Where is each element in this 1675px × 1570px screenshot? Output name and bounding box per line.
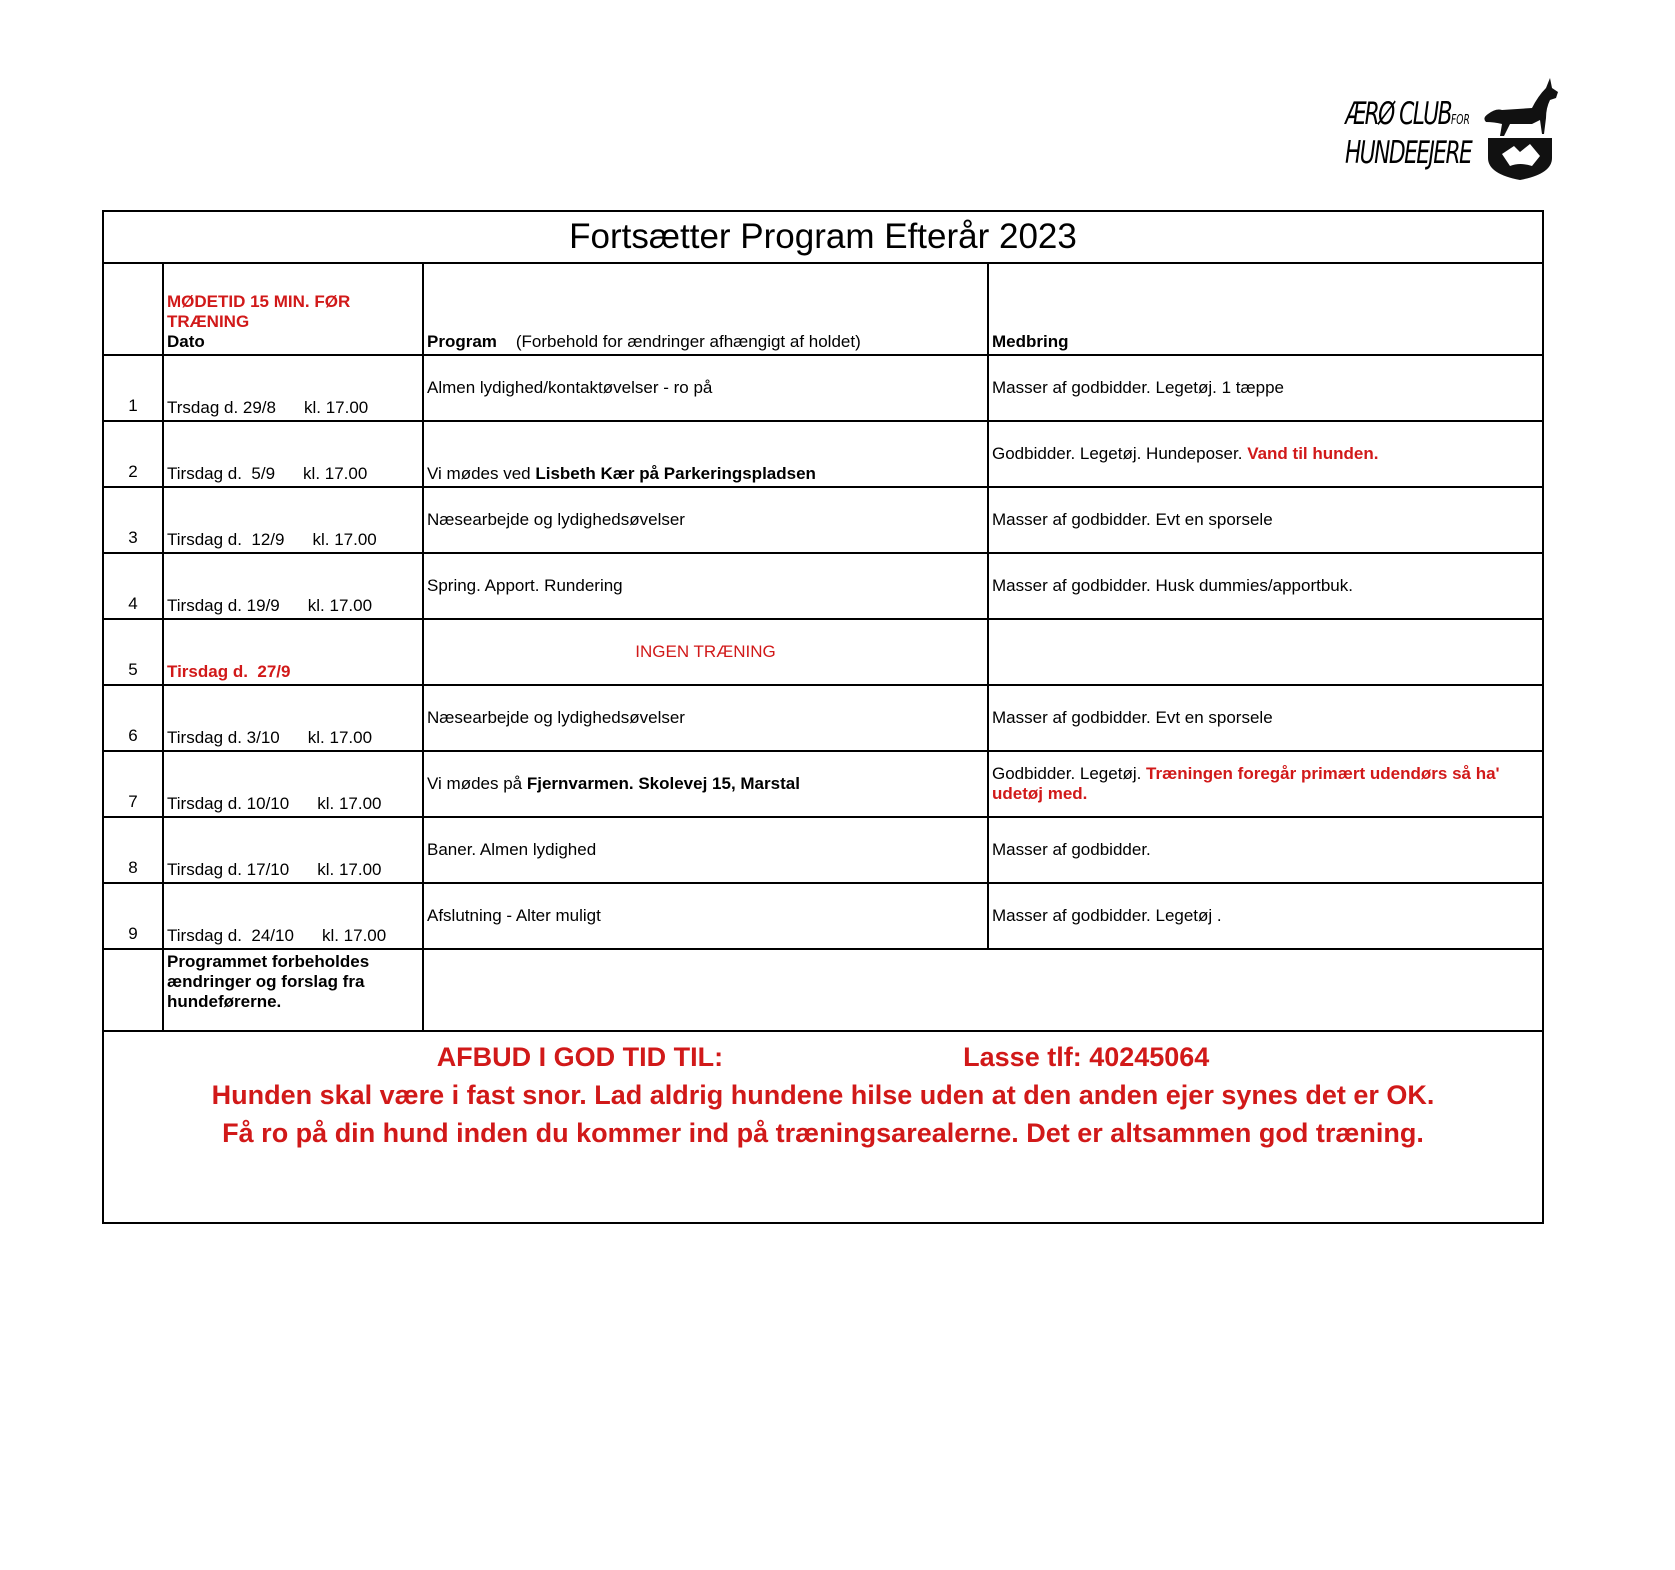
row-number: 5 <box>103 619 163 685</box>
row-program <box>423 355 988 421</box>
row-date <box>163 619 423 685</box>
row-program <box>423 619 988 685</box>
row-program-text: Afslutning - Alter muligt <box>427 906 601 925</box>
row-time: kl. 17.00 <box>312 530 377 549</box>
date-label: Dato <box>167 332 205 351</box>
row-day: Tirsdag d. 24/10 <box>167 926 294 945</box>
footer-cell <box>103 1031 1543 1223</box>
row-time: kl. 17.00 <box>304 398 369 417</box>
footer-line2: Hunden skal være i fast snor. Lad aldrig hundene hilse uden at den anden ejer synes det er OK. <box>211 1080 1435 1110</box>
row-date <box>163 553 423 619</box>
row-program <box>423 883 988 949</box>
row-time: kl. 17.00 <box>317 860 382 879</box>
table-row <box>103 619 1543 685</box>
row-date <box>163 817 423 883</box>
row-program <box>423 487 988 553</box>
row-program-text: Vi mødes ved <box>427 464 536 483</box>
row-program <box>423 751 988 817</box>
row-program-text: Næsearbejde og lydighedsøvelser <box>427 708 685 727</box>
table-row <box>103 553 1543 619</box>
header-program-cell <box>423 263 988 355</box>
row-program <box>423 685 988 751</box>
contact-info: Lasse tlf: 40245064 <box>963 1042 1210 1072</box>
row-number: 8 <box>103 817 163 883</box>
row-program-text: Næsearbejde og lydighedsøvelser <box>427 510 685 529</box>
header-num-cell <box>103 263 163 355</box>
table-row <box>103 487 1543 553</box>
row-time: kl. 17.00 <box>307 728 373 747</box>
row-bring <box>988 619 1543 685</box>
row-number: 4 <box>103 553 163 619</box>
header-date-cell <box>163 263 423 355</box>
row-program-text: INGEN TRÆNING <box>635 642 776 661</box>
row-program-text: Baner. Almen lydighed <box>427 840 597 859</box>
table-row <box>103 421 1543 487</box>
row-bring-text: Godbidder. Legetøj. <box>992 764 1147 783</box>
row-bring <box>988 421 1543 487</box>
row-bring-text: Masser af godbidder. Evt en sporsele <box>992 510 1273 529</box>
row-day: Tirsdag d. 10/10 <box>167 794 290 813</box>
footer-line1 <box>107 1038 1539 1076</box>
row-program-text: Almen lydighed/kontaktøvelser - ro på <box>427 378 713 397</box>
program-note: (Forbehold for ændringer afhængigt af holdet) <box>515 332 861 351</box>
row-number: 1 <box>103 355 163 421</box>
program-table <box>102 210 1544 1224</box>
club-logo <box>1345 78 1565 183</box>
table-row <box>103 355 1543 421</box>
header-row <box>103 263 1543 355</box>
row-program-bold: Fjernvarmen. Skolevej 15, Marstal <box>526 774 800 793</box>
row-day: Tirsdag d. 17/10 <box>167 860 290 879</box>
note-num-cell <box>103 949 163 1031</box>
row-bring-text: Godbidder. Legetøj. Hundeposer. <box>992 444 1248 463</box>
row-day: Trsdag d. 29/8 <box>167 398 276 417</box>
row-number: 2 <box>103 421 163 487</box>
logo-line1: ÆRØ CLUB <box>1345 96 1452 132</box>
row-day: Tirsdag d. 3/10 <box>167 728 280 747</box>
cancel-label: AFBUD I GOD TID TIL: <box>436 1042 724 1072</box>
header-bring-cell <box>988 263 1543 355</box>
logo-line1-small: FOR <box>1451 113 1470 128</box>
row-bring-text: Masser af godbidder. Husk dummies/apportbuk. <box>992 576 1353 595</box>
meeting-note: MØDETID 15 MIN. FØR TRÆNING <box>167 292 351 331</box>
table-row <box>103 751 1543 817</box>
row-bring <box>988 553 1543 619</box>
row-bring-text: Masser af godbidder. <box>992 840 1151 859</box>
row-bring <box>988 355 1543 421</box>
row-time: kl. 17.00 <box>317 794 382 813</box>
row-program <box>423 553 988 619</box>
row-program <box>423 421 988 487</box>
footer-line3: Få ro på din hund inden du kommer ind på træningsarealerne. Det er altsammen god træning. <box>222 1118 1424 1148</box>
row-date <box>163 421 423 487</box>
row-bring-text: Masser af godbidder. Evt en sporsele <box>992 708 1273 727</box>
note-row <box>103 949 1543 1031</box>
row-bring <box>988 487 1543 553</box>
dog-logo-icon <box>1480 78 1562 180</box>
row-day: Tirsdag d. 12/9 <box>167 530 285 549</box>
logo-line2: HUNDEEJERE <box>1345 135 1472 171</box>
logo-text <box>1345 98 1471 169</box>
row-number: 7 <box>103 751 163 817</box>
table-row <box>103 817 1543 883</box>
row-date <box>163 685 423 751</box>
note-empty-cell <box>423 949 1543 1031</box>
table-row <box>103 685 1543 751</box>
row-bring-text: Masser af godbidder. Legetøj . <box>992 906 1222 925</box>
row-program <box>423 817 988 883</box>
row-bring <box>988 883 1543 949</box>
row-bring <box>988 817 1543 883</box>
row-day: Tirsdag d. 5/9 <box>167 464 276 483</box>
row-date <box>163 487 423 553</box>
row-time: kl. 17.00 <box>307 596 373 615</box>
bring-label: Medbring <box>992 332 1069 351</box>
row-day: Tirsdag d. 19/9 <box>167 596 280 615</box>
program-label: Program <box>427 332 497 351</box>
row-day: Tirsdag d. 27/9 <box>167 662 291 681</box>
row-program-text: Vi mødes på <box>427 774 527 793</box>
row-date <box>163 751 423 817</box>
row-bring-red: Træningen foregår primært udendørs så ha' udetøj med. <box>992 764 1500 803</box>
program-note-text: Programmet forbeholdes ændringer og forslag fra hundeførerne. <box>163 949 423 1031</box>
table-row <box>103 883 1543 949</box>
row-number: 6 <box>103 685 163 751</box>
row-program-bold: Lisbeth Kær på Parkeringspladsen <box>535 464 816 483</box>
row-date <box>163 355 423 421</box>
row-bring <box>988 685 1543 751</box>
row-time: kl. 17.00 <box>321 926 387 945</box>
row-bring-red: Vand til hunden. <box>1247 444 1379 463</box>
row-bring <box>988 751 1543 817</box>
row-time: kl. 17.00 <box>303 464 368 483</box>
row-number: 3 <box>103 487 163 553</box>
row-bring-text: Masser af godbidder. Legetøj. 1 tæppe <box>992 378 1285 397</box>
row-number: 9 <box>103 883 163 949</box>
row-program-text: Spring. Apport. Rundering <box>427 576 623 595</box>
table-title: Fortsætter Program Efterår 2023 <box>103 211 1543 263</box>
footer-row <box>103 1031 1543 1223</box>
row-date <box>163 883 423 949</box>
